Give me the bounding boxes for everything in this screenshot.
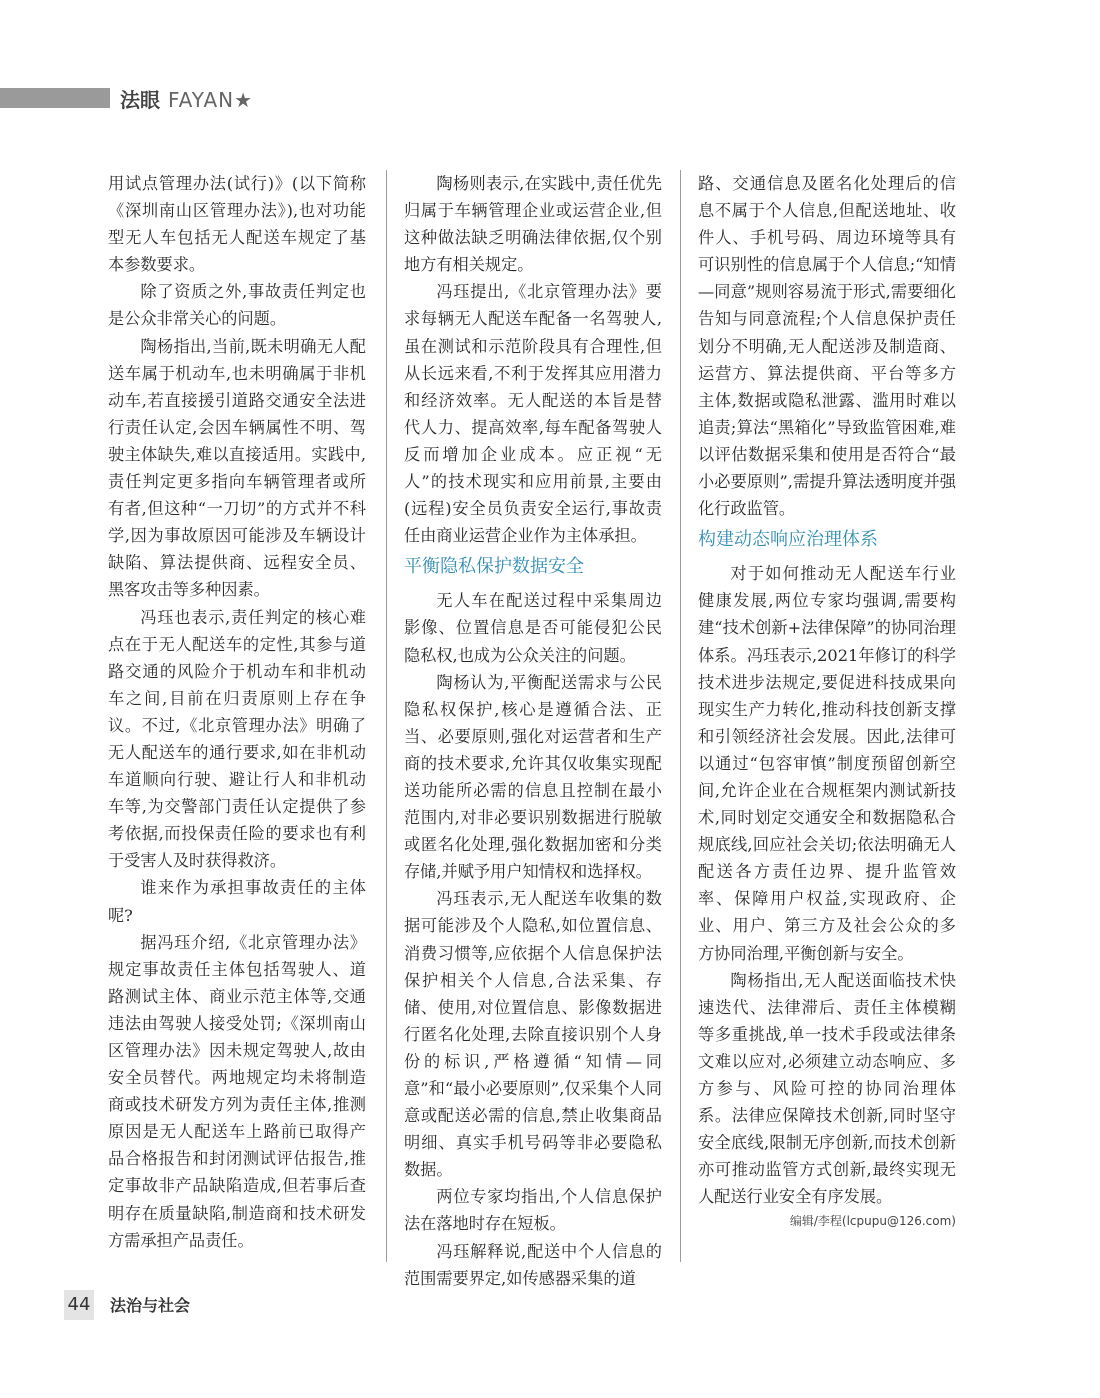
paragraph: 陶杨指出,无人配送面临技术快速迭代、法律滞后、责任主体模糊等多重挑战,单一技术手段或法律条文难以应对,必须建立动态响应、多方参与、风险可控的协同治理体系。法律应保障技术创新,同时坚守安全底线,限制无序创新,而技术创新亦可推动监管方式创新,最终实现无人配送行业安全有序发展。 — [698, 970, 956, 1207]
page-number: 44 — [64, 1290, 94, 1320]
paragraph: 谁来作为承担事故责任的主体呢? — [108, 878, 366, 925]
article-column-2 — [404, 170, 662, 1292]
header-bar — [0, 88, 110, 108]
section-header — [120, 84, 253, 113]
paragraph: 对于如何推动无人配送车行业健康发展,两位专家均强调,需要构建“技术创新+法律保障”的协同治理体系。冯珏表示,2021年修订的科学技术进步法规定,要促进科技成果向现实生产力转化,推动科技创新支撑和引领经济社会发展。因此,法律可以通过“包容审慎”制度预留创新空间,允许企业在合规框架内测试新技术,同时划定交通安全和数据隐私合规底线,回应社会关切;依法明确无人配送各方责任边界、提升监管效率、保障用户权益,实现政府、企业、用户、第三方及社会公众的多方协同治理,平衡创新与安全。 — [698, 564, 956, 963]
section-heading: 构建动态响应治理体系 — [698, 529, 878, 551]
section-title-en: FAYAN★ — [168, 88, 254, 112]
paragraph: 除了资质之外,事故责任判定也是公众非常关心的问题。 — [108, 282, 366, 329]
column-divider — [386, 170, 387, 1262]
section-title-cn: 法眼 — [120, 88, 160, 112]
magazine-name: 法治与社会 — [110, 1296, 191, 1315]
paragraph: 用试点管理办法(试行)》(以下简称《深圳南山区管理办法》),也对功能型无人车包括无人配送车规定了基本参数要求。 — [108, 174, 366, 275]
paragraph: 冯珏表示,无人配送车收集的数据可能涉及个人隐私,如位置信息、消费习惯等,应依据个人信息保护法保护相关个人信息,合法采集、存储、使用,对位置信息、影像数据进行匿名化处理,去除直接识别个人身份的标识,严格遵循“知情—同意”和“最小必要原则”,仅采集个人同意或配送必需的信息,禁止收集商品明细、真实手机号码等非必要隐私数据。 — [404, 889, 662, 1180]
paragraph: 路、交通信息及匿名化处理后的信息不属于个人信息,但配送地址、收件人、手机号码、周边环境等具有可识别性的信息属于个人信息;“知情—同意”规则容易流于形式,需要细化告知与同意流程;个人信息保护责任划分不明确,无人配送涉及制造商、运营方、算法提供商、平台等多方主体,数据或隐私泄露、滥用时难以追责;算法“黑箱化”导致监管困难,难以评估数据采集和使用是否符合“最小必要原则”,需提升算法透明度并强化行政监管。 — [698, 174, 956, 519]
paragraph: 冯珏也表示,责任判定的核心难点在于无人配送车的定性,其参与道路交通的风险介于机动车和非机动车之间,目前在归责原则上存在争议。不过,《北京管理办法》明确了无人配送车的通行要求,如在非机动车道顺向行驶、避让行人和非机动车等,为交警部门责任认定提供了参考依据,而投保责任险的要求也有利于受害人及时获得救济。 — [108, 607, 366, 871]
section-heading: 平衡隐私保护数据安全 — [404, 556, 584, 578]
paragraph: 陶杨指出,当前,既未明确无人配送车属于机动车,也未明确属于非机动车,若直接援引道路交通安全法进行责任认定,会因车辆属性不明、驾驶主体缺失,难以直接适用。实践中,责任判定更多指向车辆管理者或所有者,但这种“一刀切”的方式并不科学,因为事故原因可能涉及车辆设计缺陷、算法提供商、远程安全员、黑客攻击等多种因素。 — [108, 336, 366, 600]
paragraph: 据冯珏介绍,《北京管理办法》规定事故责任主体包括驾驶人、道路测试主体、商业示范主体等,交通违法由驾驶人接受处罚;《深圳南山区管理办法》因未规定驾驶人,故由安全员替代。两地规定均未将制造商或技术研发方列为责任主体,推测原因是无人配送车上路前已取得产品合格报告和封闭测试评估报告,推定事故非产品缺陷造成,但若事后查明存在质量缺陷,制造商和技术研发方需承担产品责任。 — [108, 932, 366, 1250]
paragraph: 无人车在配送过程中采集周边影像、位置信息是否可能侵犯公民隐私权,也成为公众关注的问题。 — [404, 591, 662, 665]
paragraph: 陶杨则表示,在实践中,责任优先归属于车辆管理企业或运营企业,但这种做法缺乏明确法律依据,仅个别地方有相关规定。 — [404, 174, 662, 275]
column-divider — [680, 170, 681, 1262]
editor-credit: 编辑/李程(lcpupu@126.com) — [789, 1214, 956, 1229]
article-column-1 — [108, 170, 366, 1254]
paragraph: 陶杨认为,平衡配送需求与公民隐私权保护,核心是遵循合法、正当、必要原则,强化对运营者和生产商的技术要求,允许其仅收集实现配送功能所必需的信息且控制在最小范围内,对非必要识别数据进行脱敏或匿名化处理,强化数据加密和分类存储,并赋予用户知情权和选择权。 — [404, 672, 662, 882]
paragraph: 冯珏解释说,配送中个人信息的范围需要界定,如传感器采集的道 — [404, 1241, 662, 1288]
paragraph: 两位专家均指出,个人信息保护法在落地时存在短板。 — [404, 1187, 662, 1234]
article-column-3 — [698, 170, 956, 1229]
paragraph: 冯珏提出,《北京管理办法》要求每辆无人配送车配备一名驾驶人,虽在测试和示范阶段具有合理性,但从长远来看,不利于发挥其应用潜力和经济效率。无人配送的本旨是替代人力、提高效率,每车配备驾驶人反而增加企业成本。应正视“无人”的技术现实和应用前景,主要由(远程)安全员负责安全运行,事故责任由商业运营企业作为主体承担。 — [404, 282, 662, 546]
